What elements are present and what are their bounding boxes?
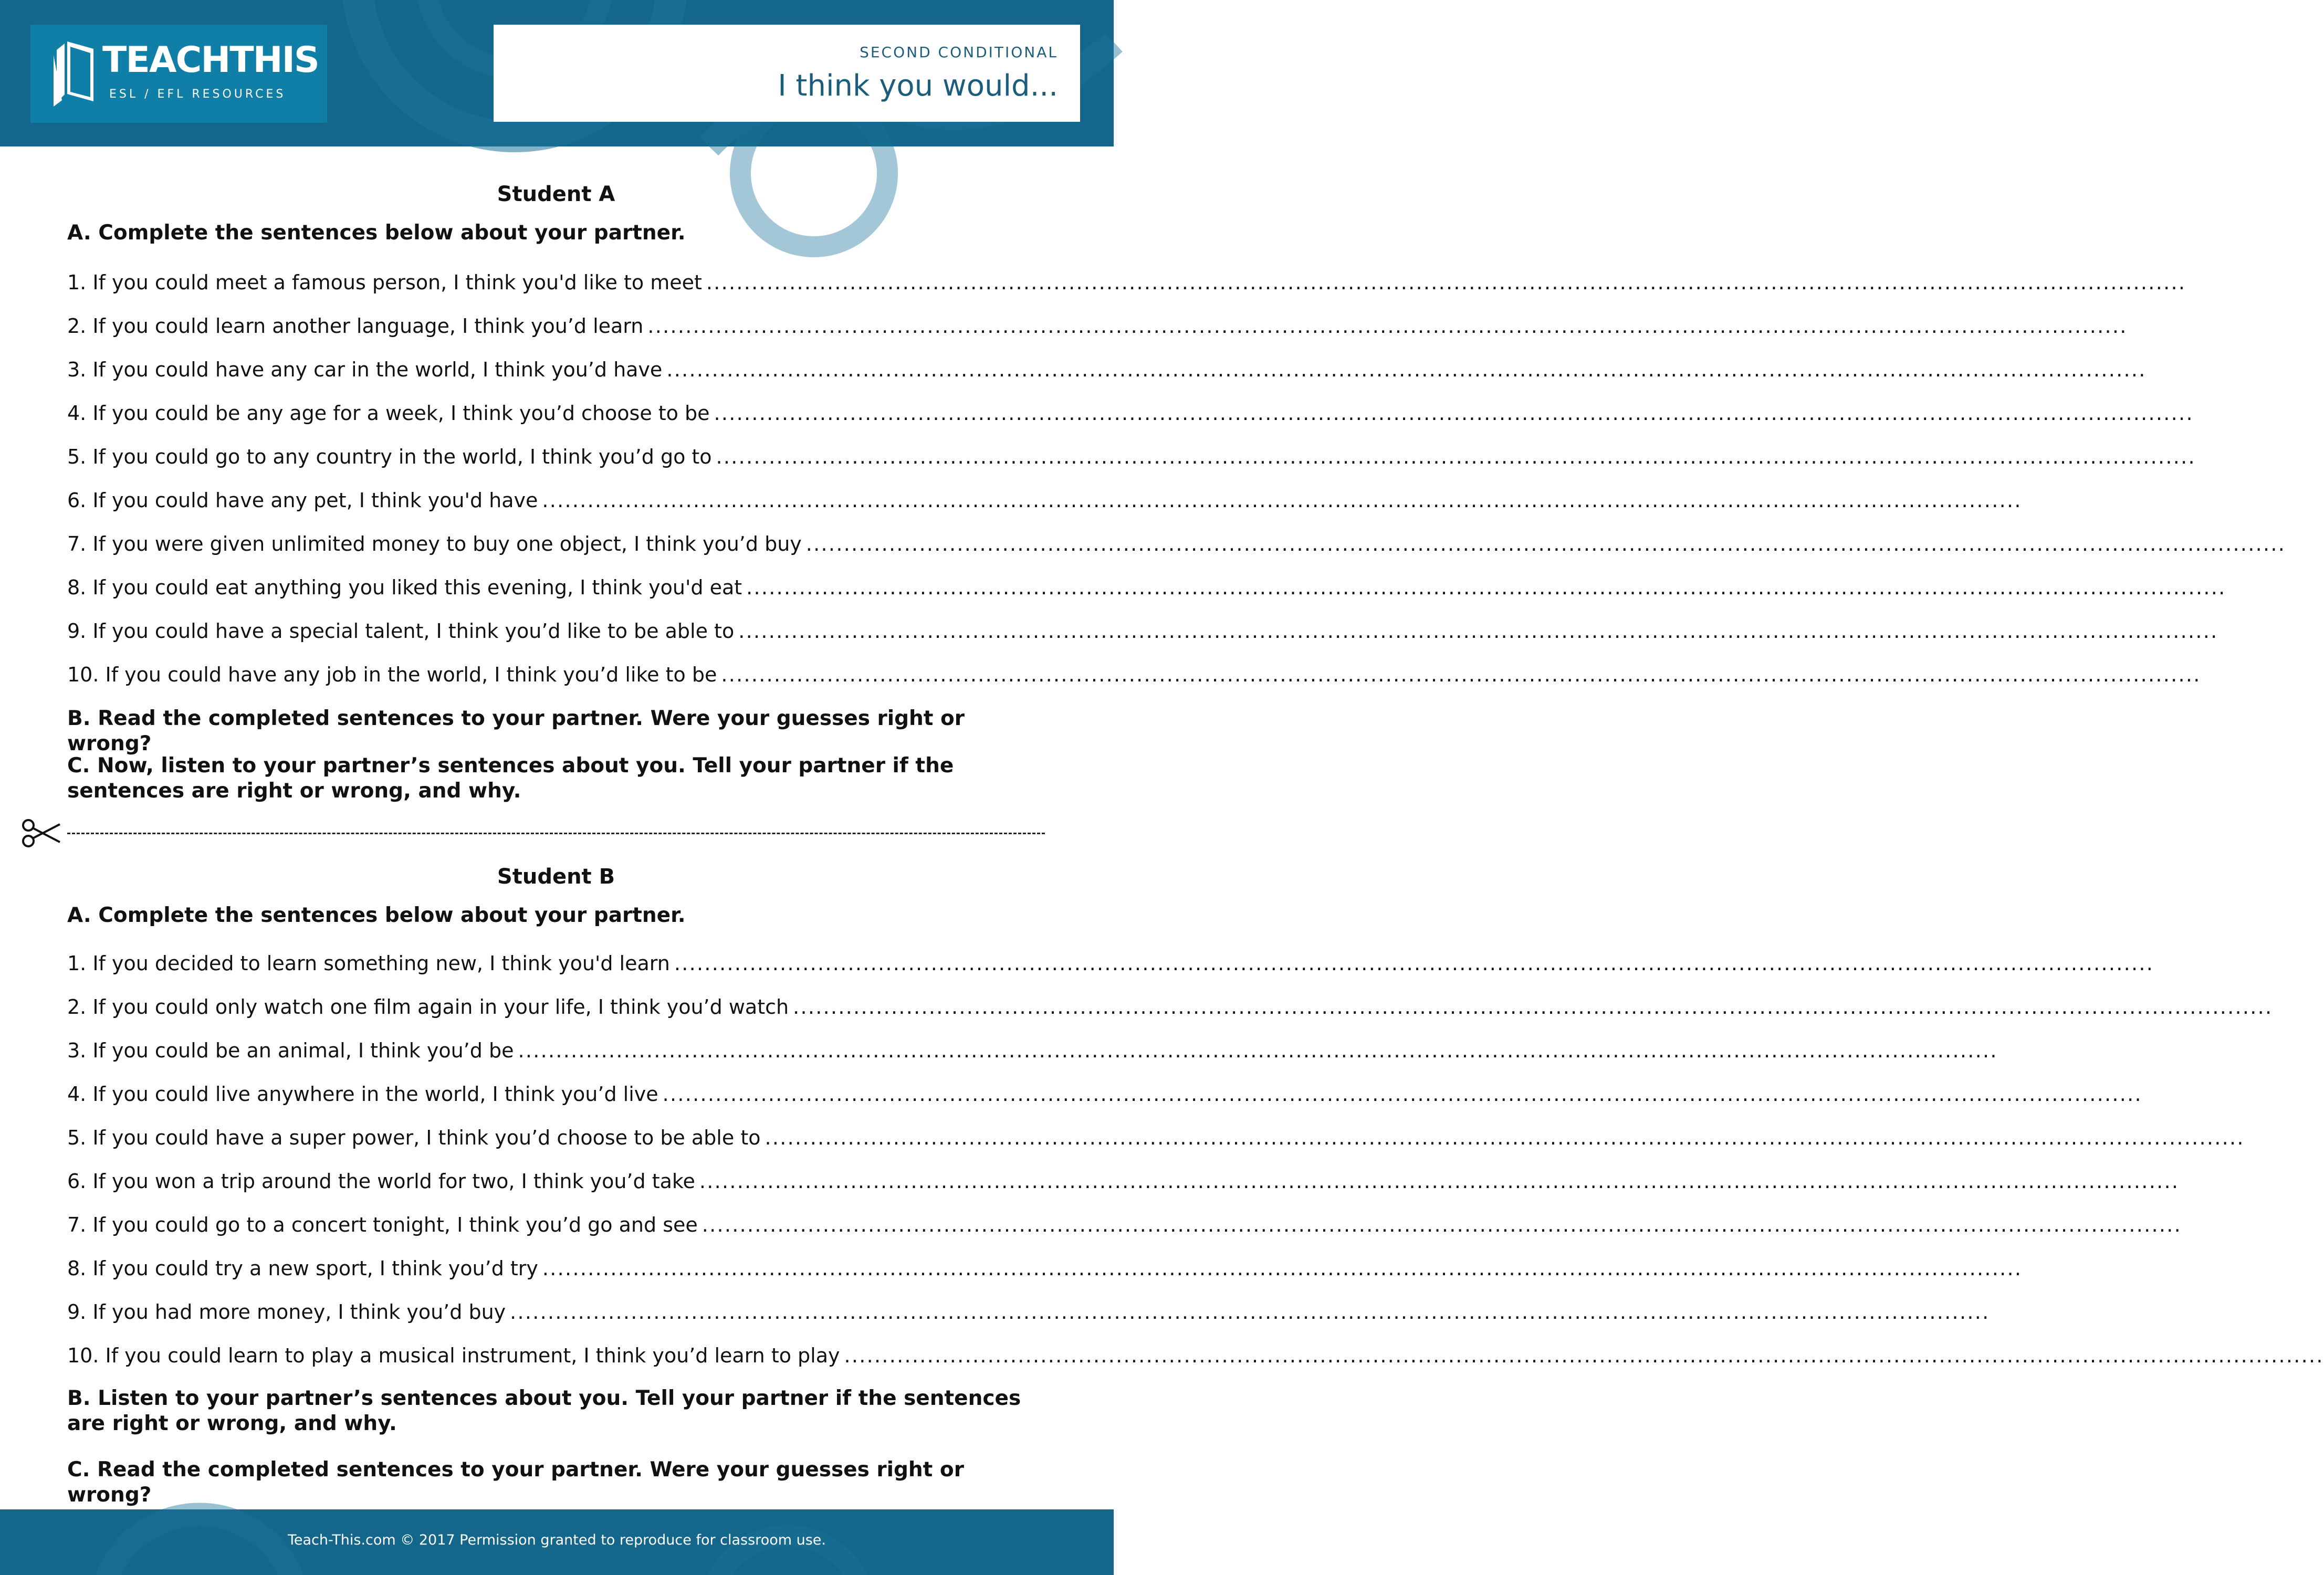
question-text: 10. If you could have any job in the world, I think you’d like to be [67,663,717,686]
book-icon [51,39,99,108]
student-a-instruction-a: A. Complete the sentences below about your partner. [67,221,686,245]
question-text: 2. If you could learn another language, I think you’d learn [67,314,644,338]
question-text: 2. If you could only watch one film again in your life, I think you’d watch [67,995,789,1018]
answer-blank[interactable]: .................................................................................................................................................................................................... [793,995,2273,1018]
answer-blank[interactable]: .................................................................................................................................................................................................... [699,1170,2180,1193]
question-text: 4. If you could be any age for a week, I think you’d choose to be [67,402,710,425]
question-line [67,1208,2182,1236]
question-text: 3. If you could have any car in the world, I think you’d have [67,358,663,381]
answer-blank[interactable]: .................................................................................................................................................................................................... [706,271,2186,294]
question-text: 4. If you could live anywhere in the world, I think you’d live [67,1083,658,1106]
question-line [67,352,2147,381]
answer-blank[interactable]: .................................................................................................................................................................................................... [714,402,2194,425]
question-text: 1. If you decided to learn something new, I think you'd learn [67,952,670,975]
answer-blank[interactable]: .................................................................................................................................................................................................... [738,620,2218,643]
question-text: 5. If you could have a super power, I think you’d choose to be able to [67,1126,761,1149]
question-text: 9. If you had more money, I think you’d buy [67,1300,506,1324]
question-line [67,265,2186,294]
student-b-instruction-b: B. Listen to your partner’s sentences about you. Tell your partner if the sentences are right or wrong, and why. [67,1387,1021,1435]
answer-blank[interactable]: .................................................................................................................................................................................................... [647,314,2128,338]
question-line [67,396,2194,425]
student-b-heading: Student B [497,865,615,889]
question-text: 7. If you could go to a concert tonight, I think you’d go and see [67,1213,698,1236]
logo-title: TEACHTHIS [102,39,319,81]
answer-blank[interactable]: .................................................................................................................................................................................................... [702,1213,2182,1236]
answer-blank[interactable]: .................................................................................................................................................................................................... [805,532,2286,555]
logo-subtitle: ESL / EFL RESOURCES [109,88,286,101]
question-text: 8. If you could try a new sport, I think you’d try [67,1257,538,1280]
student-a-instruction-b: B. Read the completed sentences to your partner. Were your guesses right or wrong? [67,707,965,755]
question-text: 5. If you could go to any country in the world, I think you’d go to [67,445,712,468]
student-b-instruction-c: C. Read the completed sentences to your partner. Were your guesses right or wrong? [67,1458,964,1507]
question-text: 6. If you won a trip around the world for two, I think you’d take [67,1170,695,1193]
question-text: 3. If you could be an animal, I think you’d be [67,1039,514,1062]
worksheet-title: I think you would... [778,69,1058,103]
question-text: 1. If you could meet a famous person, I think you'd like to meet [67,271,702,294]
question-text: 6. If you could have any pet, I think you'd have [67,489,538,512]
answer-blank[interactable]: .................................................................................................................................................................................................... [666,358,2147,381]
question-line [67,1164,2180,1193]
question-line [67,1338,2324,1367]
answer-blank[interactable]: .................................................................................................................................................................................................... [746,576,2226,599]
question-line [67,1251,2023,1280]
answer-blank[interactable]: .................................................................................................................................................................................................... [674,952,2154,975]
answer-blank[interactable]: .................................................................................................................................................................................................... [510,1300,1990,1324]
logo [30,25,327,123]
worksheet-topic: SECOND CONDITIONAL [860,44,1058,61]
answer-blank[interactable]: .................................................................................................................................................................................................... [716,445,2196,468]
question-line [67,527,2286,555]
page-footer [0,1509,1114,1575]
question-line [67,1295,1990,1324]
student-a-heading: Student A [497,182,615,206]
scissors-icon [21,819,62,847]
question-text: 10. If you could learn to play a musical instrument, I think you’d learn to play [67,1344,840,1367]
question-line [67,1033,1998,1062]
title-panel [494,25,1080,122]
answer-blank[interactable]: .................................................................................................................................................................................................... [765,1126,2245,1149]
question-text: 7. If you were given unlimited money to buy one object, I think you’d buy [67,532,802,555]
answer-blank[interactable]: .................................................................................................................................................................................................... [542,1257,2023,1280]
question-text: 9. If you could have a special talent, I think you’d like to be able to [67,620,735,643]
answer-blank[interactable]: .................................................................................................................................................................................................... [662,1083,2142,1106]
question-line [67,990,2273,1018]
copyright-notice: Teach-This.com © 2017 Permission granted to reproduce for classroom use. [288,1532,826,1548]
page-header [0,0,1114,146]
question-line [67,1120,2245,1149]
question-text: 8. If you could eat anything you liked this evening, I think you'd eat [67,576,742,599]
answer-blank[interactable]: .................................................................................................................................................................................................... [542,489,2022,512]
answer-blank[interactable]: .................................................................................................................................................................................................... [518,1039,1998,1062]
question-line [67,946,2154,975]
question-line [67,439,2196,468]
student-b-instruction-a: A. Complete the sentences below about your partner. [67,904,686,927]
question-line [67,309,2128,338]
answer-blank[interactable]: .................................................................................................................................................................................................... [844,1344,2324,1367]
question-line [67,614,2218,643]
question-line [67,657,2201,686]
student-a-instruction-c: C. Now, listen to your partner’s sentences about you. Tell your partner if the sentences are right or wrong, and why. [67,754,954,803]
question-line [67,1077,2142,1106]
question-line [67,570,2226,599]
cut-line [67,833,1045,834]
answer-blank[interactable]: .................................................................................................................................................................................................... [721,663,2201,686]
question-line [67,483,2022,512]
